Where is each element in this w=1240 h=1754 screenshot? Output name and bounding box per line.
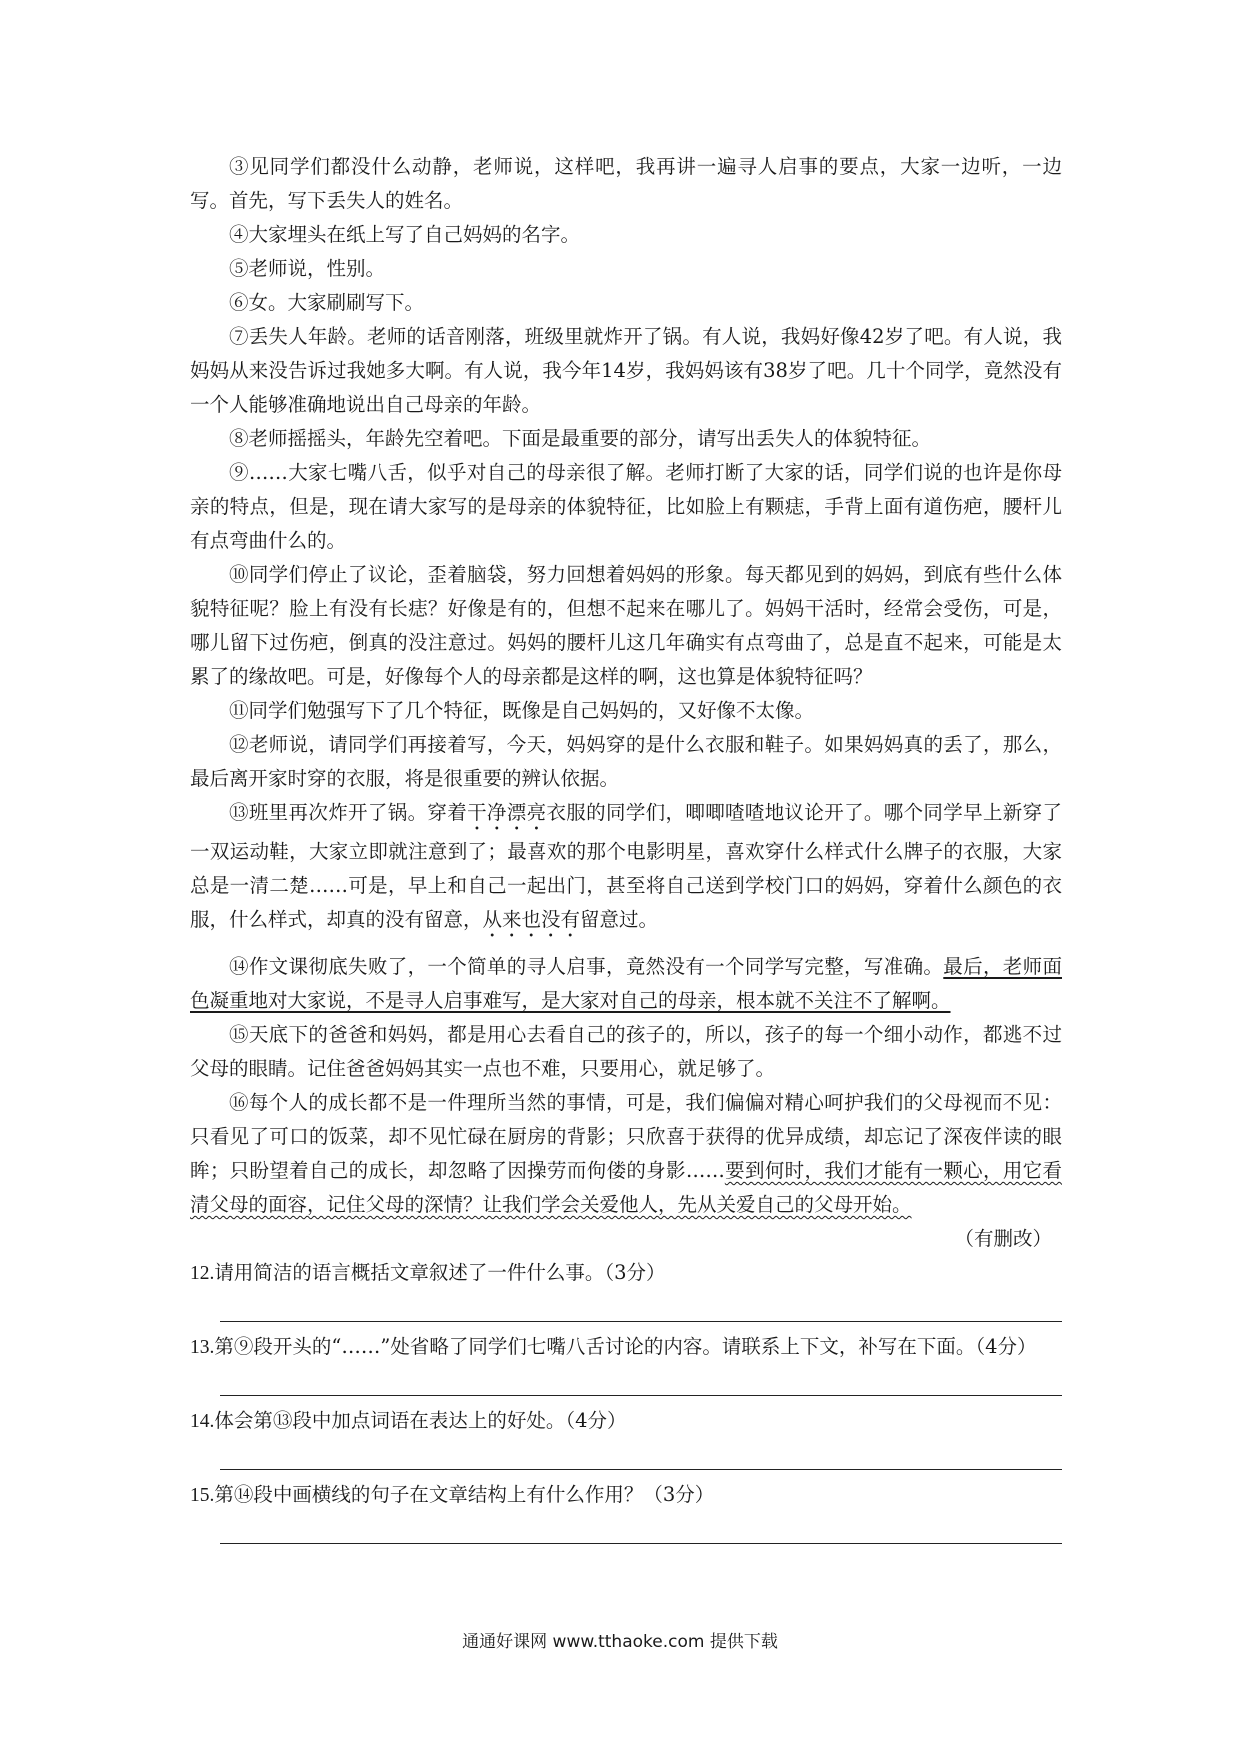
paragraph-14 [190,950,1062,1018]
question-12 [190,1256,1062,1322]
paragraph-9: ⑨……大家七嘴八舌，似乎对自己的母亲很了解。老师打断了大家的话，同学们说的也许是你母亲的特点，但是，现在请大家写的是母亲的体貌特征，比如脸上有颗痣，手背上面有道伤疤，腰杆儿有点弯曲什么的。 [190,461,1062,552]
question-number: 12. [190,1263,215,1284]
question-text: 第⑨段开头的“……”处省略了同学们七嘴八舌讨论的内容。请联系上下文，补写在下面。（4分） [214,1335,1037,1358]
question-number: 13. [190,1337,215,1358]
paragraph-7: ⑦丢失人年龄。老师的话音刚落，班级里就炸开了锅。有人说，我妈好像42岁了吧。有人说，我妈妈从来没告诉过我她多大啊。有人说，我今年14岁，我妈妈该有38岁了吧。几十个同学，竟然没有一个人能够准确地说出自己母亲的年龄。 [190,325,1062,416]
question-14 [190,1404,1062,1470]
paragraph-3: ③见同学们都没什么动静，老师说，这样吧，我再讲一遍寻人启事的要点，大家一边听，一边写。首先，写下丢失人的姓名。 [190,155,1062,212]
question-13 [190,1330,1062,1396]
question-15 [190,1478,1062,1544]
article [190,150,1062,1552]
answer-line[interactable] [220,1291,1062,1322]
paragraph-11: ⑪同学们勉强写下了几个特征，既像是自己妈妈的，又好像不太像。 [229,699,815,722]
paragraph-13 [190,796,1062,942]
underlined-sentence: 最后，老师面色凝重地对大家说，不是寻人启事难写，是大家对自己的母亲，根本就不关注不了解啊。 [190,955,1062,1012]
paragraph-13-part-a: ⑬班里再次炸开了锅。穿着 [229,801,468,824]
question-text: 第⑭段中画横线的句子在文章结构上有什么作用？（3分） [214,1483,715,1506]
answer-line[interactable] [220,1439,1062,1470]
question-text: 请用简洁的语言概括文章叙述了一件什么事。（3分） [214,1261,666,1284]
answer-line[interactable] [220,1365,1062,1396]
paragraph-8: ⑧老师摇摇头，年龄先空着吧。下面是最重要的部分，请写出丢失人的体貌特征。 [229,427,932,450]
question-number: 15. [190,1485,215,1506]
paragraph-12: ⑫老师说，请同学们再接着写，今天，妈妈穿的是什么衣服和鞋子。如果妈妈真的丢了，那么，最后离开家时穿的衣服，将是很重要的辨认依据。 [190,733,1062,790]
dotted-words-1: 干净漂亮 [467,801,547,824]
paragraph-15: ⑮天底下的爸爸和妈妈，都是用心去看自己的孩子的，所以，孩子的每一个细小动作，都逃不过父母的眼睛。记住爸爸妈妈其实一点也不难，只要用心，就足够了。 [190,1023,1062,1080]
paragraph-13-part-c: 留意过。 [580,908,659,931]
paragraph-16 [190,1086,1062,1222]
paragraph-14-part-a: ⑭作文课彻底失败了，一个简单的寻人启事，竟然没有一个同学写完整，写准确。 [229,955,944,978]
wavy-underlined-sentence: 要到何时，我们才能有一颗心，用它看清父母的面容，记住父母的深情？让我们学会关爱他人，先从关爱自己的父母开始。 [190,1159,1062,1216]
answer-line[interactable] [220,1513,1062,1544]
paragraph-6: ⑥女。大家刷刷写下。 [229,291,425,314]
footer-credit: 通通好课网 www.tthaoke.com 提供下载 [462,1632,778,1652]
paragraph-4: ④大家埋头在纸上写了自己妈妈的名字。 [229,223,581,246]
question-number: 14. [190,1411,215,1432]
question-text: 体会第⑬段中加点词语在表达上的好处。（4分） [214,1409,627,1432]
dotted-words-2: 从来也没有 [482,908,581,931]
paragraph-10: ⑩同学们停止了议论，歪着脑袋，努力回想着妈妈的形象。每天都见到的妈妈，到底有些什么体貌特征呢？脸上有没有长痣？好像是有的，但想不起来在哪儿了。妈妈干活时，经常会受伤，可是，哪儿留下过伤疤，倒真的没注意过。妈妈的腰杆儿这几年确实有点弯曲了，总是直不起来，可能是太累了的缘故吧。可是，好像每个人的母亲都是这样的啊，这也算是体貌特征吗？ [190,563,1062,688]
paragraph-13-part-b: 衣服的同学们，唧唧喳喳地议论开了。哪个同学早上新穿了一双运动鞋，大家立即就注意到了；最喜欢的那个电影明星，喜欢穿什么样式什么牌子的衣服，大家总是一清二楚……可是，早上和自己一起出门，甚至将自己送到学校门口的妈妈，穿着什么颜色的衣服，什么样式，却真的没有留意， [190,801,1062,931]
paragraph-5: ⑤老师说，性别。 [229,257,386,280]
paragraph-16-part-a: ⑯每个人的成长都不是一件理所当然的事情，可是，我们偏偏对精心呵护我们的父母视而不见：只看见了可口的饭菜，却不见忙碌在厨房的背影；只欣喜于获得的优异成绩，却忘记了深夜伴读的眼眸；只盼望着自己的成长，却忽略了因操劳而佝偻的身影…… [190,1091,1062,1182]
source-note: （有删改） [954,1227,1052,1250]
